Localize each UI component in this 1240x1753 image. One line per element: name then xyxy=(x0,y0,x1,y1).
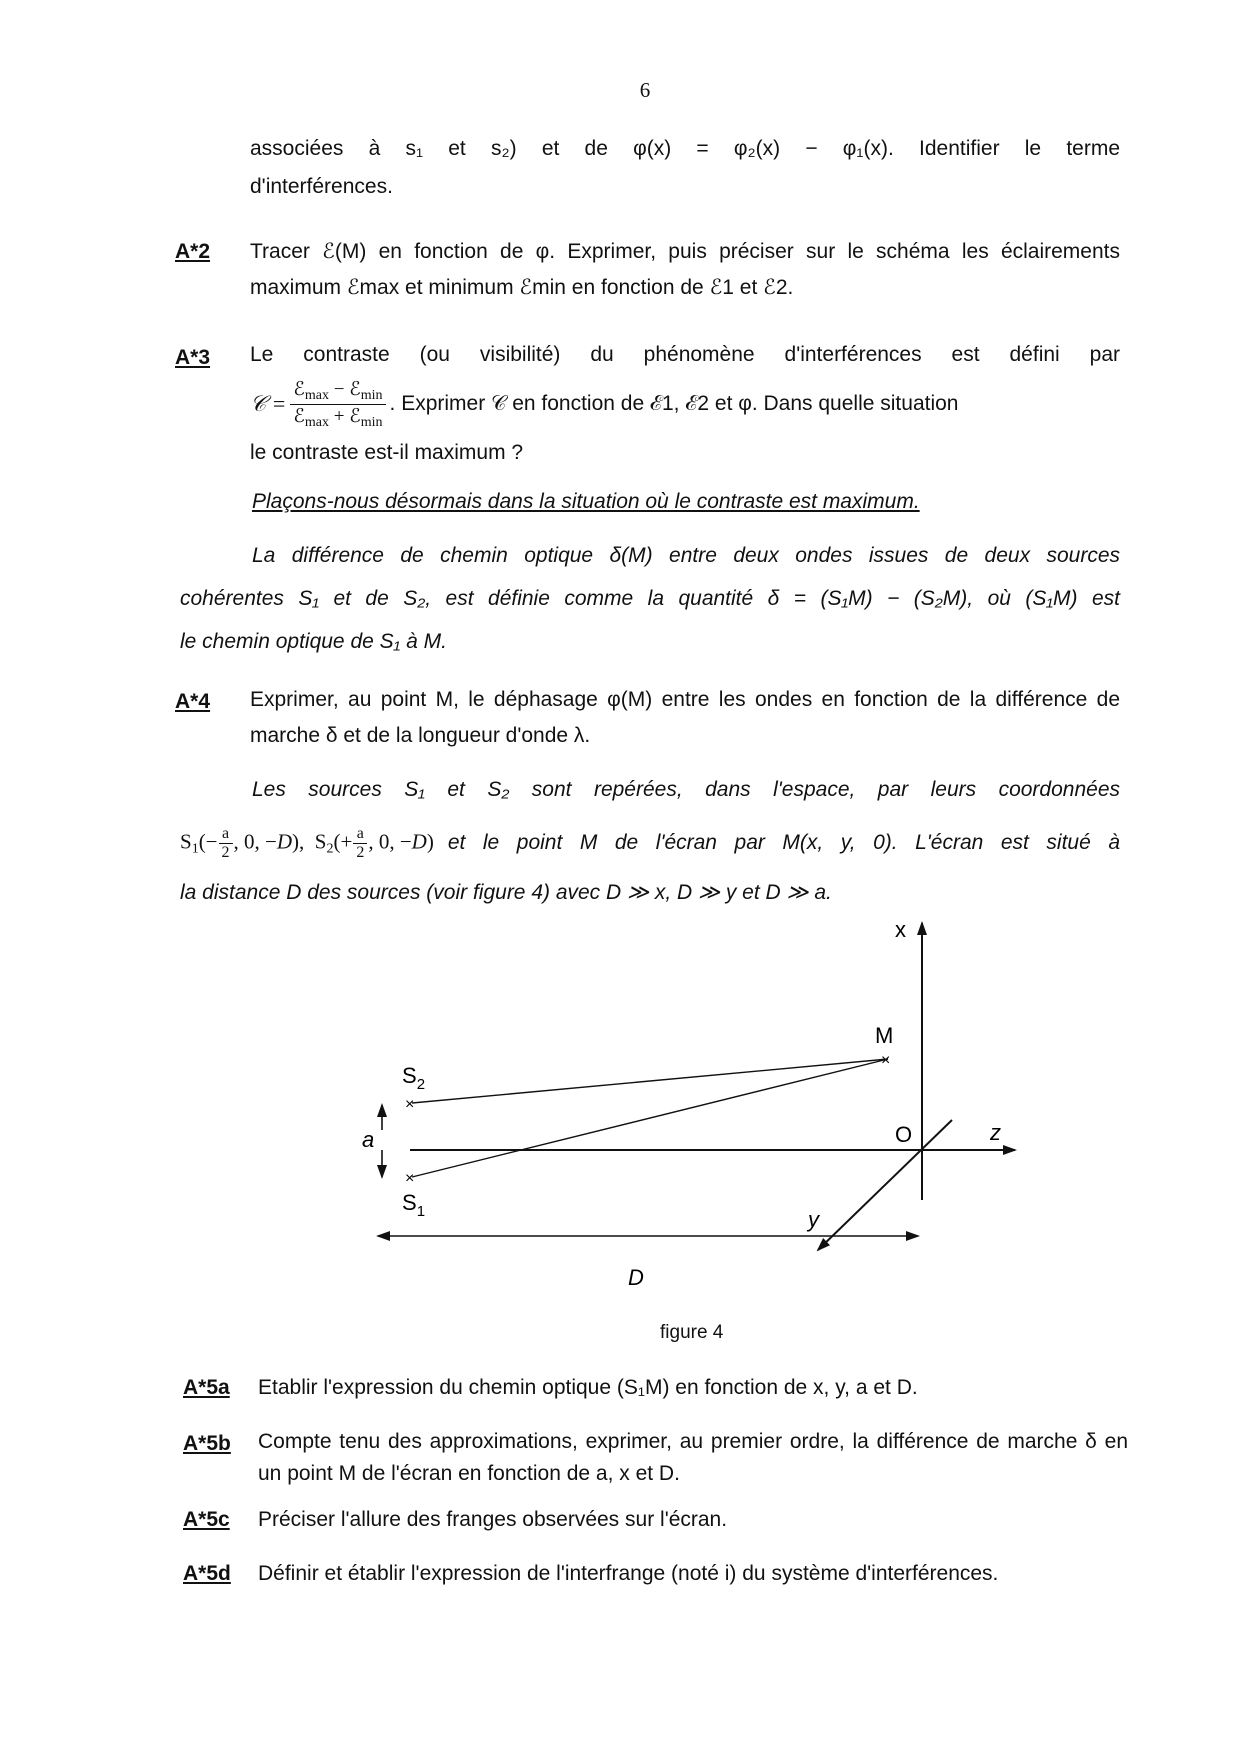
source-2-label: $S_2$ xyxy=(402,1063,426,1093)
question-text-a4: Exprimer, au point M, le déphasage φ(M) entre les ondes en fonction de la différence de marche δ et de la longueur d'onde λ. xyxy=(250,688,1120,747)
x-axis-label: x xyxy=(895,917,906,942)
question-label-a3: A*3 xyxy=(175,346,211,369)
intro-line-2: d'interférences. xyxy=(250,175,393,198)
optical-path-line-3: le chemin optique de S₁ à M. xyxy=(180,630,447,653)
optical-path-line-2: cohérentes S₁ et de S₂, est définie comme la quantité δ = (S₁M) − (S₂M), où (S₁M) est xyxy=(180,587,1120,610)
question-text-a5c: Préciser l'allure des franges observées sur l'écran. xyxy=(258,1508,728,1531)
question-text-a2: Tracer ℰ(M) en fonction de φ. Exprimer, puis préciser sur le schéma les éclairements maximum ℰmax et minimum ℰmin en fonction de ℰ1 et ℰ2. xyxy=(250,240,1120,299)
contrast-statement: Plaçons-nous désormais dans la situation où le contraste est maximum. xyxy=(252,490,920,513)
page-number: 6 xyxy=(639,78,651,102)
ray-s2-m xyxy=(412,1059,888,1103)
optical-path-paragraph xyxy=(180,534,1120,663)
y-axis-line xyxy=(818,1120,952,1250)
contrast-symbol: 𝒞 = xyxy=(250,391,287,416)
question-label-a5c: A*5c xyxy=(183,1508,230,1531)
distance-label: D xyxy=(628,1265,644,1290)
sources-coordinates-line xyxy=(180,810,1120,876)
figure-4-diagram xyxy=(340,905,1040,1320)
contrast-fraction xyxy=(290,378,385,431)
question-text-a5b: Compte tenu des approximations, exprimer, au premier ordre, la différence de marche δ en un point M de l'écran en fonction de a, x et D. xyxy=(258,1430,1128,1485)
question-label-a5b: A*5b xyxy=(183,1432,231,1455)
figure-caption: figure 4 xyxy=(660,1322,724,1343)
z-axis-label: z xyxy=(990,1120,1001,1145)
source-1-subscript: 1 xyxy=(416,1203,426,1220)
source-2-marker: × xyxy=(405,1096,415,1113)
sources-line-3: la distance D des sources (voir figure 4) avec D ≫ x, D ≫ y et D ≫ a. xyxy=(180,881,832,904)
source-1-coordinates: $S_1(-$ $\frac{a}{2}$ , 0, −D), $S_2(+$ $\frac{a}{2}$ , 0, −D) xyxy=(180,824,434,861)
source-1-marker: × xyxy=(405,1170,415,1187)
sources-line-1: Les sources S₁ et S₂ sont repérées, dans l'espace, par leurs coordonnées xyxy=(252,778,1120,801)
question-a3-line-1: Le contraste (ou visibilité) du phénomène d'interférences est défini par xyxy=(250,343,1120,366)
contrast-denominator: ℰ$_{max}$ + ℰ$_{min}$ xyxy=(293,405,383,430)
sources-paragraph xyxy=(180,770,1120,910)
ray-s1-m xyxy=(412,1059,888,1177)
intro-line-1: associées à s₁ et s₂) et de φ(x) = φ₂(x) − φ₁(x). Identifier le terme xyxy=(250,137,1120,160)
source-1-label: $S_1$ xyxy=(402,1190,426,1220)
sources-line-2: et le point M de l'écran par M(x, y, 0). L'écran est situé à xyxy=(447,831,1120,854)
question-label-a5a: A*5a xyxy=(183,1376,230,1399)
optical-path-line-1: La différence de chemin optique δ(M) entre deux ondes issues de deux sources xyxy=(252,544,1120,567)
question-label-a5d: A*5d xyxy=(183,1562,231,1585)
origin-label: O xyxy=(895,1122,913,1147)
separation-label: a xyxy=(362,1127,375,1152)
question-a3-line-3: le contraste est-il maximum ? xyxy=(250,441,524,464)
question-label-a2: A*2 xyxy=(175,240,211,263)
question-a3-line-2: . Exprimer 𝒞 en fonction de ℰ1, ℰ2 et φ. Dans quelle situation xyxy=(389,392,959,415)
y-axis-label: y xyxy=(808,1207,819,1232)
contrast-formula-line xyxy=(250,372,1120,436)
point-m-label: M xyxy=(875,1023,894,1048)
question-text-a5d: Définir et établir l'expression de l'interfrange (noté i) du système d'interférences. xyxy=(258,1562,999,1585)
question-block-a3 xyxy=(250,338,1120,470)
source-2-subscript: 2 xyxy=(416,1076,426,1093)
contrast-numerator: ℰ$_{max}$ − ℰ$_{min}$ xyxy=(290,378,385,405)
question-label-a4: A*4 xyxy=(175,690,211,713)
intro-paragraph xyxy=(250,130,1120,206)
point-m-marker: × xyxy=(881,1052,891,1069)
question-text-a5a: Etablir l'expression du chemin optique (S₁M) en fonction de x, y, a et D. xyxy=(258,1376,918,1399)
